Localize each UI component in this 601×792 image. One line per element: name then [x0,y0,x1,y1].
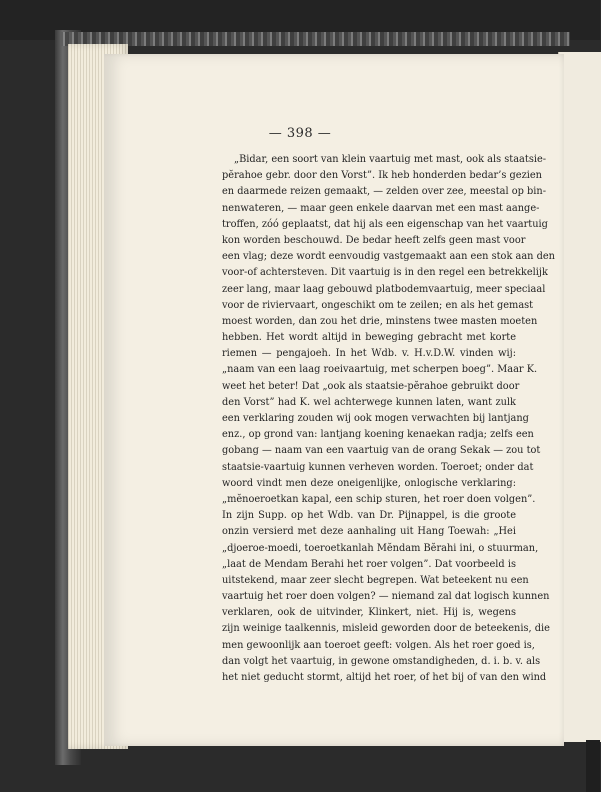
text-line: vaartuig het roer doen volgen? — niemand zal dat logisch kunnen [222,591,550,603]
text-line: troffen, zóó geplaatst, dat hij als een eigenschap van het vaartuig [222,218,548,230]
text-line: woord vindt men deze oneigenlijke, onlogische verklaring: [222,477,516,489]
text-line: een verklaring zouden wij ook mogen verwachten bij lantjang [222,413,529,424]
text-line: en daarmede reizen gemaakt, — zelden over zee, meestal op bin- [222,186,547,198]
text-line: gobang — naam van een vaartuig van de orang Sekak — zou tot [222,445,541,457]
text-line: „laat de Mendam Berahi het roer volgen”. Dat voorbeeld is [222,558,516,570]
text-line: pĕrahoe gebr. door den Vorst”. Ik heb honderden bedar’s gezien [222,170,542,182]
text-line: moest worden, dan zou het drie, minstens twee masten moeten [222,315,538,327]
text-line: men gewoonlijk aan toeroet geeft: volgen. Als het roer goed is, [222,639,535,651]
body-text [222,152,555,686]
text-line: „naam van een laag roeivaartuig, met scherpen boeg”. Maar K. [222,364,538,376]
text-line: In zijn Supp. op het Wdb. van Dr. Pijnappel, is die groote [222,510,516,522]
text-line: enz., op grond van: lantjang koening kenaekan radja; zelfs een [222,429,534,441]
text-line: „mĕnoeroetkan kapal, een schip sturen, het roer doen volgen”. [222,493,536,505]
text-line: het niet geducht stormt, altijd het roer, of het bij of van den wind [222,672,547,683]
text-line: zeer lang, maar laag gebouwd platbodemvaartuig, meer speciaal [222,283,546,295]
text-line: dan volgt het vaartuig, in gewone omstandigheden, d. i. b. v. als [222,655,541,667]
text-line: den Vorst” had K. wel achterwege kunnen laten, want zulk [222,396,516,408]
text-line: kon worden beschouwd. De bedar heeft zelfs geen mast voor [222,234,526,246]
text-line: „Bidar, een soort van klein vaartuig met mast, ook als staatsie- [234,154,547,165]
text-line: zijn weinige taalkennis, misleid geworden door de beteekenis, die [222,623,550,635]
facing-page-edge [558,52,601,742]
text-line: riemen — pengajoeh. In het Wdb. v. H.v.D.W. vinden wij: [222,348,516,360]
background-corner [586,740,600,792]
text-line: voor de riviervaart, ongeschikt om te zeilen; en als het gemast [222,299,534,311]
text-line: weet het beter! Dat „ook als staatsie-pĕrahoe gebruikt door [222,380,520,392]
text-line: uitstekend, maar zeer slecht begrepen. Wat beteekent nu een [222,574,529,586]
page-number: — 398 — [268,126,332,141]
text-line: staatsie-vaartuig kunnen verheven worden. Toeroet; onder dat [222,461,534,473]
text-line: onzin versierd met deze aanhaling uit Hang Toewah: „Hei [222,526,516,538]
text-line: hebben. Het wordt altijd in beweging gebracht met korte [222,332,516,344]
book-spine-strip [60,32,570,46]
text-line: voor-of achtersteven. Dit vaartuig is in den regel een betrekkelijk [222,267,548,279]
text-line: nenwateren, — maar geen enkele daarvan met een mast aange- [222,202,540,214]
text-line: „djoeroe-moedi, toeroetkanlah Mĕndam Bĕrahi ini, o stuurman, [222,542,539,554]
text-line: verklaren, ook de uitvinder, Klinkert, niet. Hij is, wegens [222,607,516,619]
text-line: een vlag; deze wordt eenvoudig vastgemaakt aan een stok aan den [222,251,555,263]
